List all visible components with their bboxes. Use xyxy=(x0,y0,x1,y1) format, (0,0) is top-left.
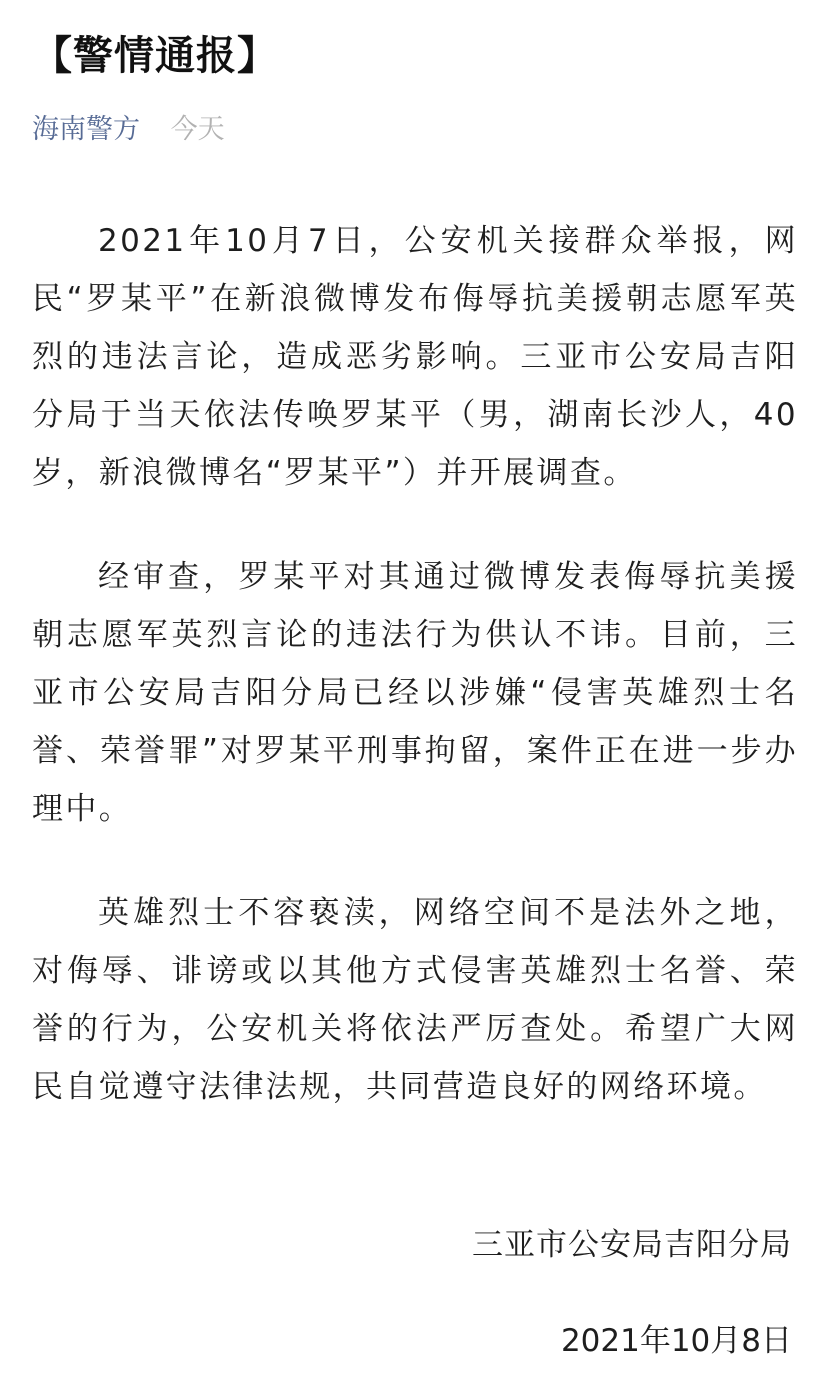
account-name-link[interactable]: 海南警方 xyxy=(32,114,140,145)
paragraph-2: 经审查，罗某平对其通过微博发表侮辱抗美援朝志愿军英烈言论的违法行为供认不讳。目前，三亚市公安局吉阳分局已经以涉嫌“侵害英雄烈士名誉、荣誉罪”对罗某平刑事拘留，案件正在进一步办理中。 xyxy=(32,559,798,827)
article-body xyxy=(32,212,798,1162)
publish-date: 今天 xyxy=(170,114,225,145)
signature-date: 2021年10月8日 xyxy=(560,1323,792,1359)
paragraph-1: 2021年10月7日，公安机关接群众举报，网民“罗某平”在新浪微博发布侮辱抗美援朝志愿军英烈的违法言论，造成恶劣影响。三亚市公安局吉阳分局于当天依法传唤罗某平（男，湖南长沙人，40岁，新浪微博名“罗某平”）并开展调查。 xyxy=(32,223,798,491)
article-meta xyxy=(32,108,225,152)
article-title: 【警情通报】 xyxy=(32,33,278,79)
paragraph-3: 英雄烈士不容亵渎，网络空间不是法外之地，对侮辱、诽谤或以其他方式侵害英雄烈士名誉、荣誉的行为，公安机关将依法严厉查处。希望广大网民自觉遵守法律法规，共同营造良好的网络环境。 xyxy=(32,895,798,1105)
signature: 三亚市公安局吉阳分局 xyxy=(472,1227,792,1263)
